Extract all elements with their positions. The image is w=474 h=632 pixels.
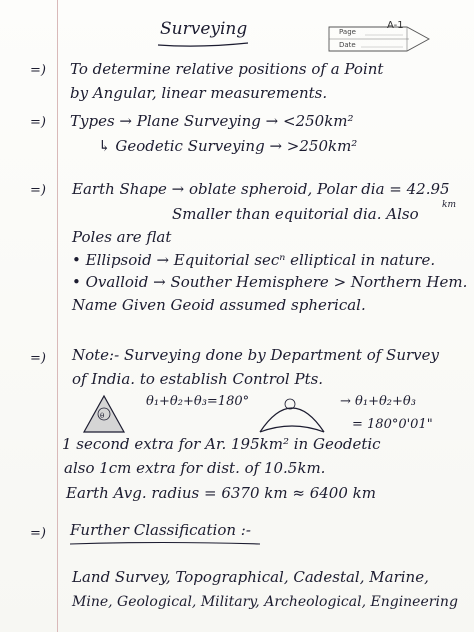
stamp-page-label: Page [339,28,356,36]
section-marker: =) [30,526,46,541]
note-line: Mine, Geological, Military, Archeological, Engineering [72,594,458,610]
note-line: • Ellipsoid → Equitorial secⁿ elliptical in nature. [72,251,436,269]
section-marker: =) [30,351,46,366]
stamp-date-label: Date [339,41,356,49]
note-line: Name Given Geoid assumed spherical. [72,296,366,314]
note-line: To determine relative positions of a Point [70,60,384,78]
note-line: 1 second extra for Ar. 195km² in Geodetic [62,435,381,453]
section-marker: =) [30,183,46,198]
note-line: Poles are flat [72,228,172,246]
heading-underline [0,538,474,558]
plane-equation: θ₁+θ₂+θ₃=180° [146,394,250,409]
note-line: of India. to establish Control Pts. [72,370,324,388]
note-line: Note:- Surveying done by Department of Survey [72,346,439,364]
note-line: Smaller than equitorial dia. Also [172,205,419,223]
annotation-km: km [442,200,456,210]
section-marker: =) [30,115,46,130]
note-line: • Ovalloid → Souther Hemisphere > Northern Hem. [72,273,468,291]
note-line: Land Survey, Topographical, Cadestal, Marine, [72,568,429,586]
page-title: Surveying [160,19,248,39]
plane-triangle-diagram [76,390,136,440]
geodetic-equation: → θ₁+θ₂+θ₃ [340,394,416,409]
note-line: also 1cm extra for dist. of 10.5km. [64,459,326,477]
note-line: Earth Shape → oblate spheroid, Polar dia = 42.95 [72,180,450,198]
note-line: Types → Plane Surveying → <250km² [70,112,354,130]
note-line: Earth Avg. radius = 6370 km ≈ 6400 km [66,484,376,502]
note-line: ↳ Geodetic Surveying → >250km² [98,137,358,155]
geodetic-result: = 180°0'01" [352,417,433,432]
stamp-number: A-1 [387,20,404,31]
section-marker: =) [30,63,46,78]
page-date-stamp [327,22,431,56]
geodetic-triangle-diagram [252,390,332,440]
svg-text:θ: θ [100,412,105,420]
note-line: by Angular, linear measurements. [70,84,328,102]
classification-heading: Further Classification :- [70,521,251,539]
